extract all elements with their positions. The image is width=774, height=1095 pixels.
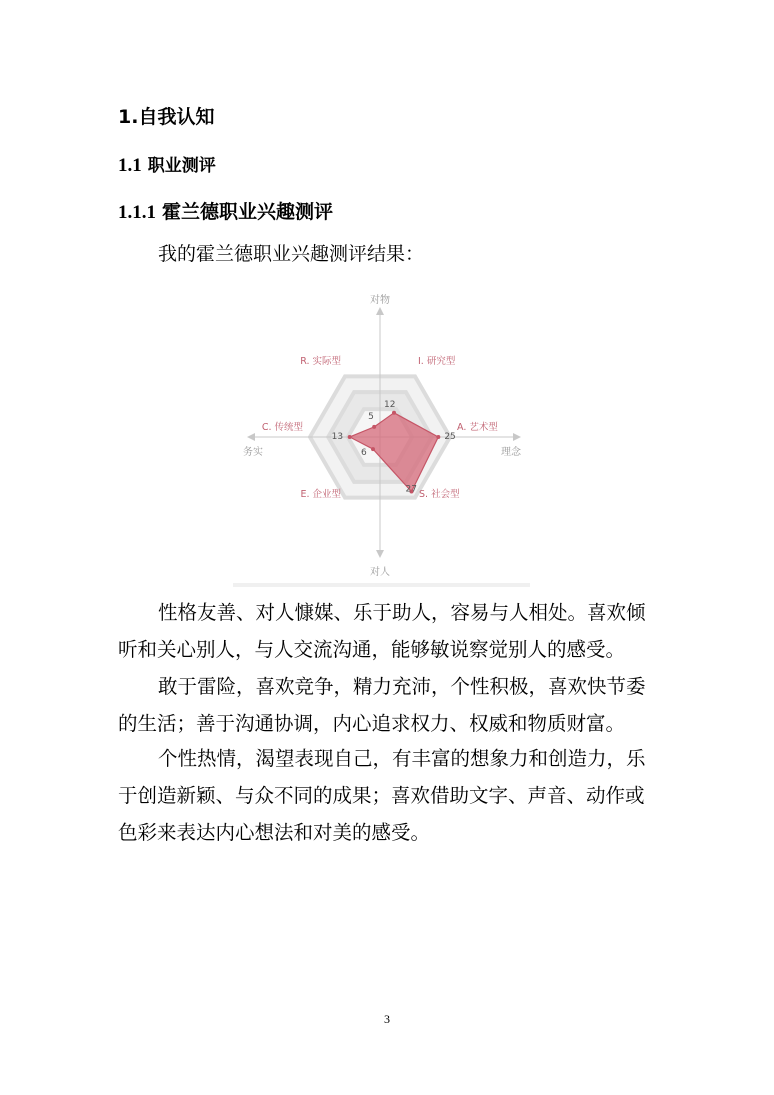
dimension-label: A. 艺术型 (457, 422, 498, 433)
axis-label: 务实 (243, 447, 263, 458)
radar-chart (233, 285, 530, 585)
dimension-label: R. 实际型 (300, 356, 341, 367)
page-number: 3 (384, 1012, 390, 1026)
data-value-label: 25 (444, 432, 456, 442)
paragraph: 性格友善、对人慷媒、乐于助人，容易与人相处。喜欢倾听和关心别人，与人交流沟通，能够敏说察觉别人的感受。 (118, 601, 646, 661)
data-point (392, 411, 396, 415)
dimension-label: C. 传统型 (261, 422, 303, 433)
paragraph: 个性热情，渴望表现自己，有丰富的想象力和创造力，乐于创造新颖、与众不同的成果；喜欢借助文字、声音、动作或色彩来表达内心想法和对美的感受。 (118, 747, 646, 844)
heading-number: 1.1 (118, 155, 142, 176)
intro-text: 我的霍兰德职业兴趣测评结果： (158, 243, 425, 265)
axis-label: 对物 (370, 295, 390, 306)
heading-text: 职业测评 (147, 156, 216, 176)
data-point (348, 435, 352, 439)
data-point (372, 425, 376, 429)
data-point (371, 447, 375, 451)
figure-bottom-rule (233, 583, 530, 587)
data-point (436, 435, 440, 439)
section-heading-1: 1.自我认知 (118, 106, 215, 128)
dimension-label: E. 企业型 (300, 489, 341, 500)
axis-arrow (376, 550, 384, 558)
dimension-label: S. 社会型 (419, 489, 460, 500)
section-heading-1-1 (118, 151, 216, 177)
data-value-label: 12 (384, 399, 396, 410)
axis-arrow (247, 433, 255, 441)
dimension-label: I. 研究型 (418, 356, 456, 367)
section-heading-1-1-1 (118, 197, 333, 224)
heading-number: 1.1.1 (118, 202, 156, 223)
axis-arrow (376, 307, 384, 315)
data-value-label: 5 (368, 411, 374, 422)
axis-arrow (513, 433, 521, 441)
data-value-label: 27 (405, 484, 417, 495)
data-value-label: 13 (331, 432, 344, 442)
data-value-label: 6 (361, 448, 367, 459)
paragraph: 敢于雷险，喜欢竞争，精力充沛，个性积极，喜欢快节委的生活；善于沟通协调，内心追求权力、权威和物质财富。 (118, 675, 646, 735)
holland-radar-figure (233, 285, 530, 590)
axis-label: 对人 (370, 567, 390, 578)
axis-label: 理念 (501, 447, 521, 458)
heading-text: 霍兰德职业兴趣测评 (162, 201, 334, 223)
